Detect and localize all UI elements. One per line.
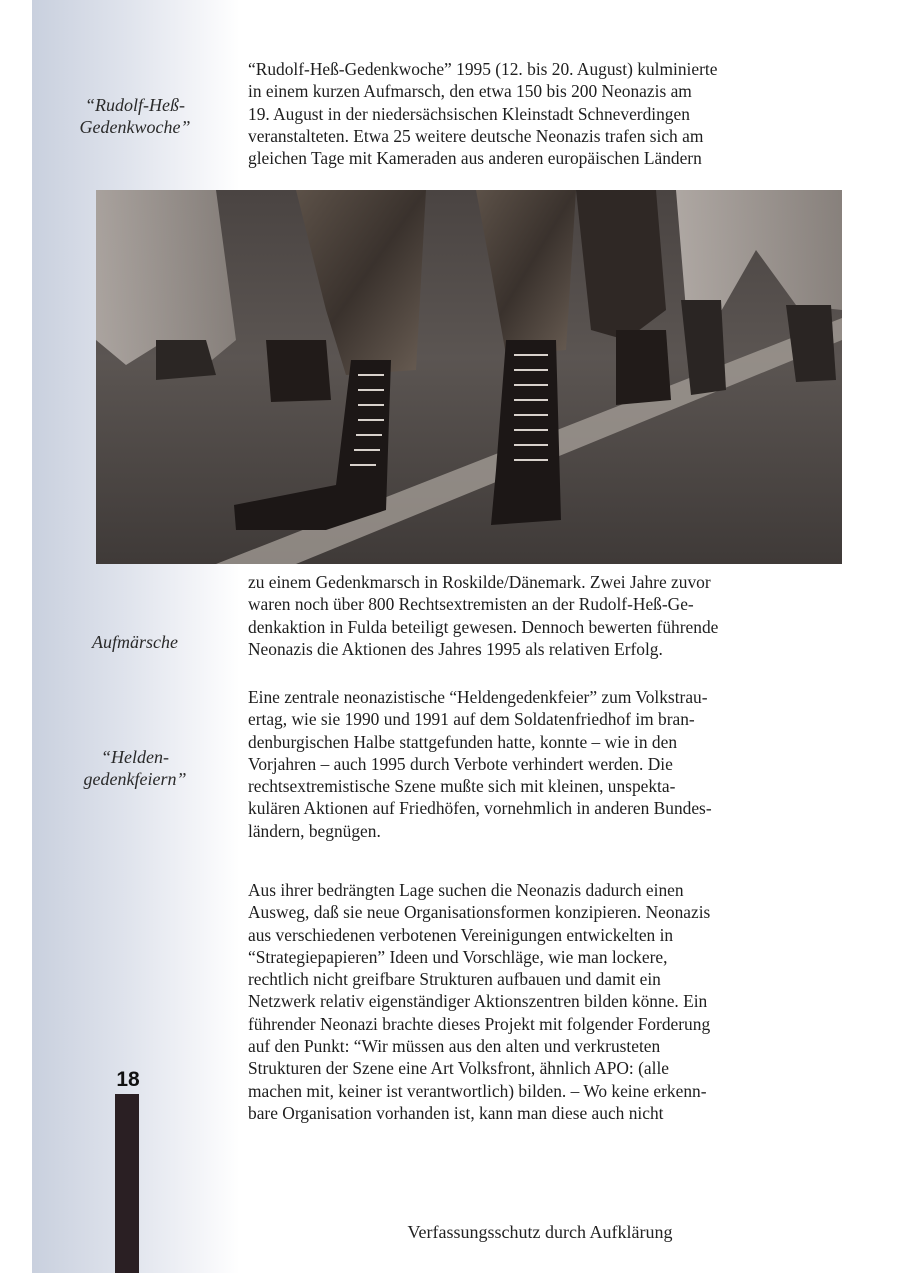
margin-note-heldengedenkfeiern: “Helden- gedenkfeiern”	[83, 747, 187, 789]
marching-boots-photo	[96, 190, 842, 564]
paragraph-2: zu einem Gedenkmarsch in Roskilde/Dänemark. Zwei Jahre zuvor waren noch über 800 Rechtsextremisten an der Rudolf-Heß-Ge- denkaktion in Fulda beteiligt gewesen. Dennoch bewerten führende Neonazis die Aktionen des Jahres 1995 als relativen Erfolg.	[248, 572, 719, 659]
paragraph-3: Eine zentrale neonazistische “Heldengedenkfeier” zum Volkstrau- ertag, wie sie 1990 und 1991 auf dem Soldatenfriedhof im bran- denburgischen Halbe stattgefunden hatte, konnte – wie in den Vorjahren – auch 1995 durch Verbote verhindert werden. Die rechtsextremistische Szene mußte sich mit kleinen, unspekta- kulären Aktionen auf Friedhöfen, vornehmlich in anderen Bundes- ländern, begnügen.	[248, 687, 712, 841]
page-number: 18	[116, 1068, 140, 1091]
running-footer: Verfassungsschutz durch Aufklärung	[407, 1222, 673, 1242]
paragraph-1: “Rudolf-Heß-Gedenkwoche” 1995 (12. bis 20. August) kulminierte in einem kurzen Aufmarsch, den etwa 150 bis 200 Neonazis am 19. August in der niedersächsischen Kleinstadt Schneverdingen veranstalteten. Etwa 25 weitere deutsche Neonazis trafen sich am gleichen Tage mit Kameraden aus anderen europäischen Ländern	[248, 59, 718, 169]
page-number-bar	[115, 1094, 139, 1273]
margin-note-aufmaersche: Aufmärsche	[92, 632, 178, 652]
margin-note-rudolf-hess: “Rudolf-Heß- Gedenkwoche”	[79, 95, 191, 137]
paragraph-4: Aus ihrer bedrängten Lage suchen die Neonazis dadurch einen Ausweg, daß sie neue Organisationsformen konzipieren. Neonazis aus verschiedenen verbotenen Vereinigungen entwickelten in “Strategiepapieren” Ideen und Vorschläge, wie man lockere, rechtlich nicht greifbare Strukturen aufbauen und damit ein Netzwerk relativ eigenständiger Aktionszentren bilden könne. Ein führender Neonazi brachte dieses Projekt mit folgender Forderung auf den Punkt: “Wir müssen aus den alten und verkrusteten Strukturen der Szene eine Art Volksfront, ähnlich APO: (alle machen mit, keiner ist verantwortlich) bilden. – Wo keine erkenn- bare Organisation vorhanden ist, kann man diese auch nicht	[248, 880, 711, 1123]
